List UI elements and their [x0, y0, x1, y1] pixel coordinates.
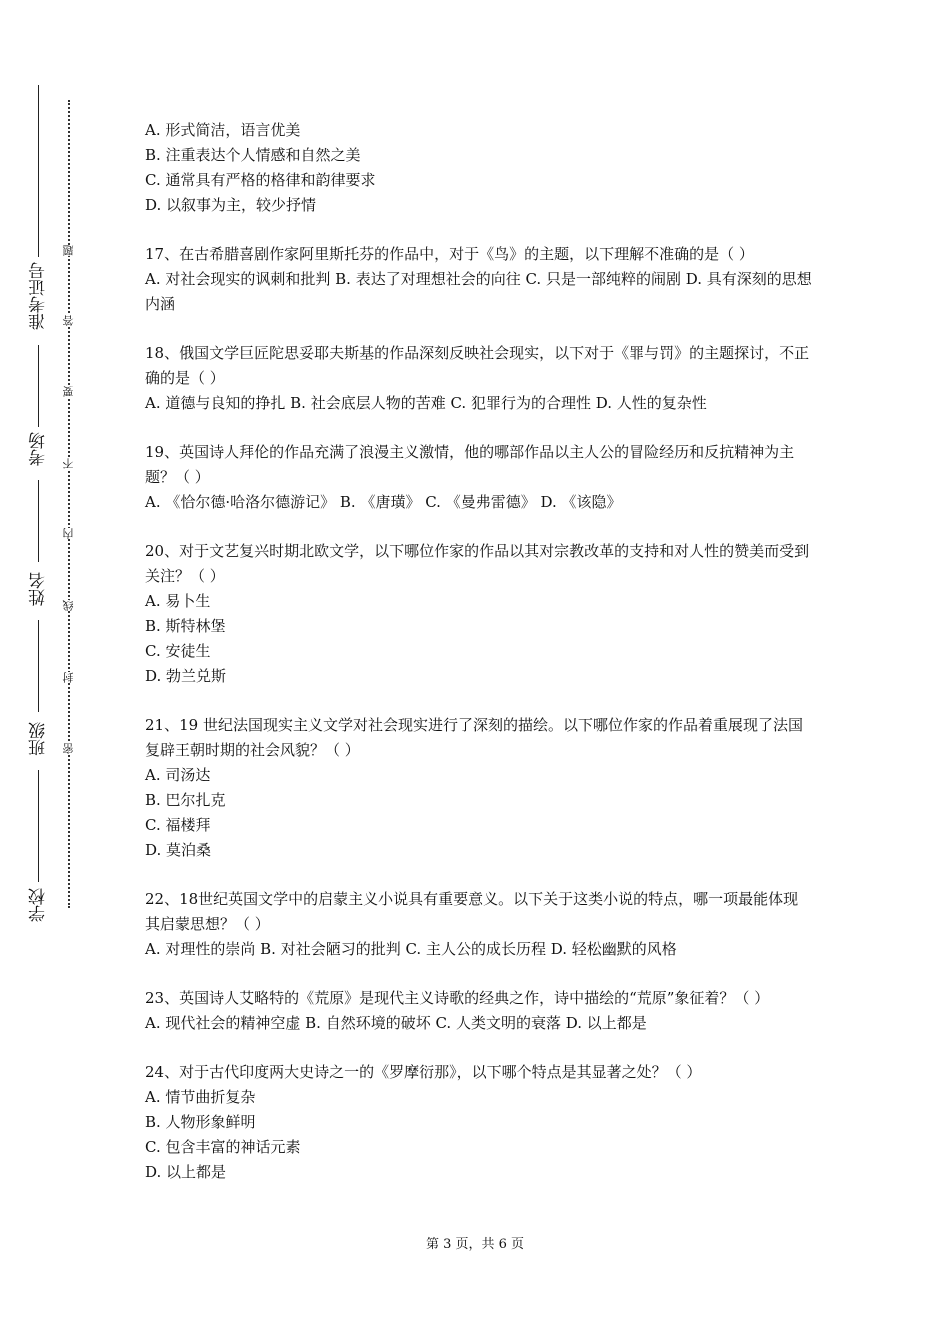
question-stem: 24、对于古代印度两大史诗之一的《罗摩衍那》，以下哪个特点是其显著之处？（ ） — [145, 1063, 702, 1081]
name-label: 姓名 — [29, 572, 49, 606]
question-22 — [145, 887, 813, 962]
option-c: C. 安徒生 — [145, 642, 211, 660]
binding-line — [38, 85, 39, 257]
question-stem: 21、19 世纪法国现实主义文学对社会现实进行了深刻的描绘。以下哪位作家的作品着重展现了法国复辟王朝时期的社会风貌？（ ） — [145, 716, 803, 759]
option-c: C. 福楼拜 — [145, 816, 211, 834]
question-stem: 20、对于文艺复兴时期北欧文学，以下哪位作家的作品以其对宗教改革的支持和对人性的赞美而受到关注？（ ） — [145, 542, 810, 585]
option-a: A. 形式简洁，语言优美 — [145, 121, 301, 139]
option-b: B. 注重表达个人情感和自然之美 — [145, 146, 361, 164]
options-inline: A. 道德与良知的挣扎 B. 社会底层人物的苦难 C. 犯罪行为的合理性 D. 人性的复杂性 — [145, 394, 707, 412]
options-inline: A. 对社会现实的讽刺和批判 B. 表达了对理想社会的向往 C. 只是一部纯粹的闹剧 D. 具有深刻的思想内涵 — [145, 270, 812, 313]
seal-char: 内 — [62, 528, 75, 539]
school-label: 学校 — [29, 888, 49, 922]
option-a: A. 司汤达 — [145, 766, 211, 784]
question-stem: 19、英国诗人拜伦的作品充满了浪漫主义激情，他的哪部作品以主人公的冒险经历和反抗精神为主题？（ ） — [145, 443, 795, 486]
seal-char: 题 — [62, 245, 75, 256]
seal-char: 答 — [62, 315, 75, 326]
question-stem: 22、18世纪英国文学中的启蒙主义小说具有重要意义。以下关于这类小说的特点，哪一项最能体现其启蒙思想？（ ） — [145, 890, 799, 933]
question-stem: 18、俄国文学巨匠陀思妥耶夫斯基的作品深刻反映社会现实，以下对于《罪与罚》的主题探讨，不正确的是（ ） — [145, 344, 810, 387]
option-c: C. 通常具有严格的格律和韵律要求 — [145, 171, 376, 189]
seal-char: 密 — [62, 743, 75, 754]
option-d: D. 以叙事为主，较少抒情 — [145, 196, 317, 214]
options-inline: A. 对理性的崇尚 B. 对社会陋习的批判 C. 主人公的成长历程 D. 轻松幽默的风格 — [145, 940, 677, 958]
binding-line — [38, 620, 39, 712]
binding-line — [38, 345, 39, 427]
seal-char: 不 — [62, 458, 75, 469]
option-d: D. 以上都是 — [145, 1163, 227, 1181]
option-a: A. 情节曲折复杂 — [145, 1088, 256, 1106]
question-list — [145, 118, 813, 1209]
question-stem: 17、在古希腊喜剧作家阿里斯托芬的作品中，对于《鸟》的主题，以下理解不准确的是（ ） — [145, 245, 754, 263]
options-inline: A. 现代社会的精神空虚 B. 自然环境的破坏 C. 人类文明的衰落 D. 以上都是 — [145, 1014, 647, 1032]
seal-char: 线 — [62, 600, 75, 611]
exam-room-label: 考场 — [29, 432, 49, 466]
options-inline: A. 《恰尔德·哈洛尔德游记》 B. 《唐璜》 C. 《曼弗雷德》 D. 《该隐》 — [145, 493, 622, 511]
seal-dotted-line — [68, 100, 70, 908]
question-stem: 23、英国诗人艾略特的《荒原》是现代主义诗歌的经典之作，诗中描绘的“荒原”象征着？（ ） — [145, 989, 770, 1007]
option-b: B. 斯特林堡 — [145, 617, 226, 635]
option-b: B. 巴尔扎克 — [145, 791, 226, 809]
exam-number-label: 准考证号 — [29, 262, 49, 330]
question-16-options — [145, 118, 813, 218]
question-17 — [145, 242, 813, 317]
question-20 — [145, 539, 813, 689]
option-a: A. 易卜生 — [145, 592, 211, 610]
seal-char: 要 — [62, 386, 75, 397]
binding-line — [38, 480, 39, 562]
binding-line — [38, 770, 39, 882]
seal-char: 封 — [62, 672, 75, 683]
option-b: B. 人物形象鲜明 — [145, 1113, 256, 1131]
option-d: D. 勃兰兑斯 — [145, 667, 227, 685]
question-21 — [145, 713, 813, 863]
option-d: D. 莫泊桑 — [145, 841, 212, 859]
question-19 — [145, 440, 813, 515]
class-label: 班级 — [29, 722, 49, 756]
question-18 — [145, 341, 813, 416]
question-24 — [145, 1060, 813, 1185]
option-c: C. 包含丰富的神话元素 — [145, 1138, 301, 1156]
question-23 — [145, 986, 813, 1036]
page-number: 第 3 页，共 6 页 — [425, 1237, 525, 1252]
